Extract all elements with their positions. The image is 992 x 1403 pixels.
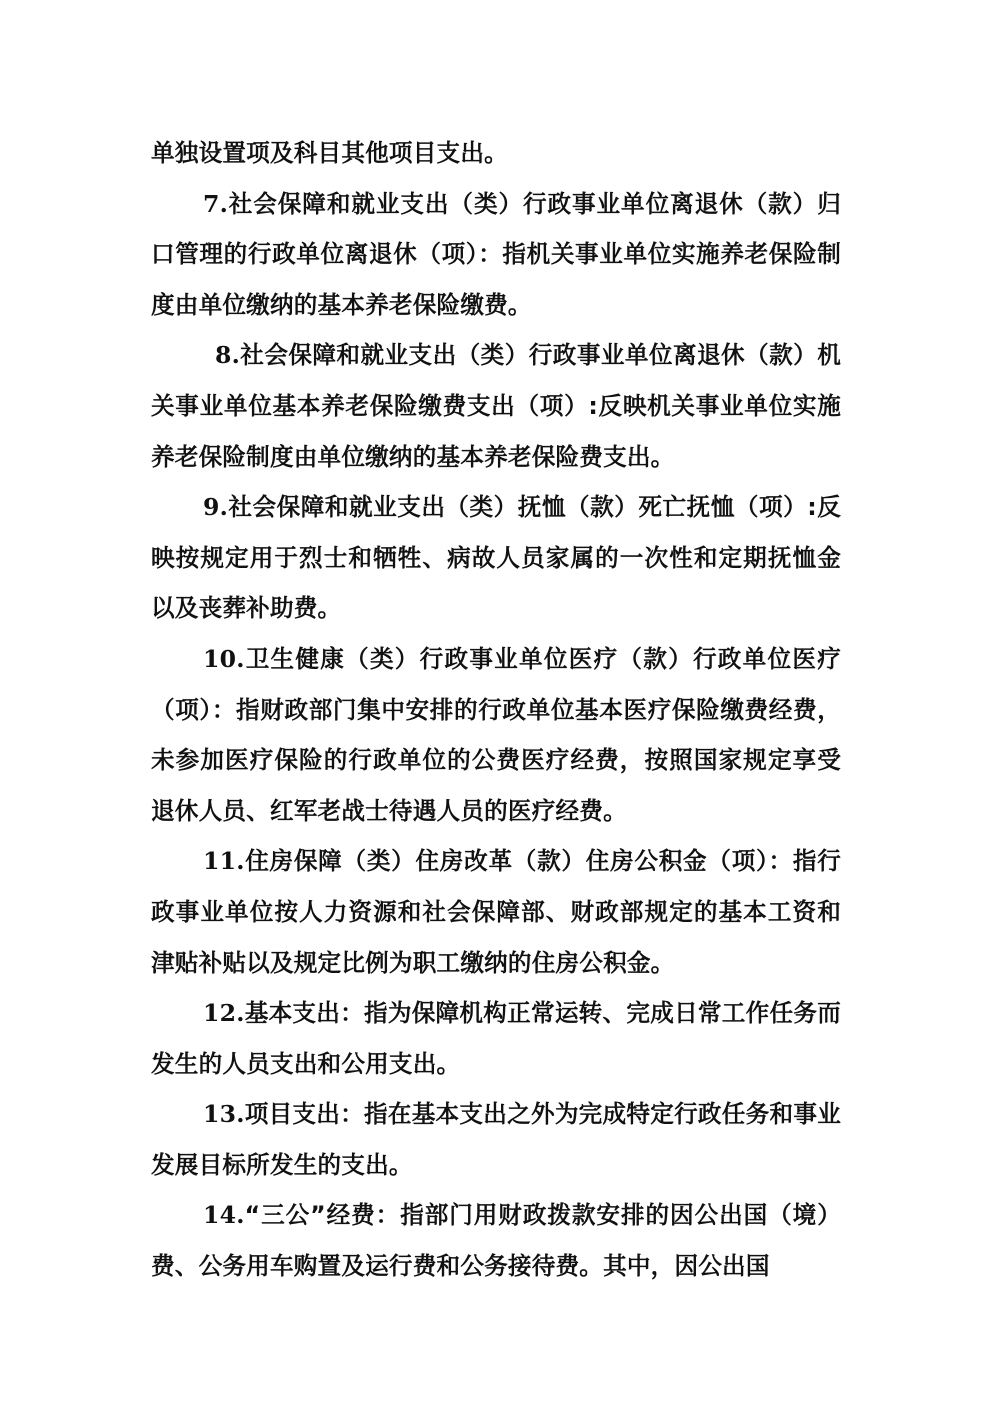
paragraph-text: 社会保障和就业支出（类）行政事业单位离退休（款）机关事业单位基本养老保险缴费支出（项）:反映机关事业单位实施养老保险制度由单位缴纳的基本养老保险费支出。: [151, 341, 841, 471]
paragraph-text: 项目支出：指在基本支出之外为完成特定行政任务和事业发展目标所发生的支出。: [151, 1100, 841, 1179]
item-number: 12.: [203, 999, 245, 1028]
item-number: 11.: [203, 847, 245, 876]
paragraph-item-12: [151, 988, 841, 1089]
paragraph-item-10: [151, 634, 841, 836]
paragraph-item-7: [151, 179, 841, 331]
paragraph-text: 社会保障和就业支出（类）行政事业单位离退休（款）归口管理的行政单位离退休（项）：指机关事业单位实施养老保险制度由单位缴纳的基本养老保险缴费。: [151, 189, 841, 319]
paragraph-text: 住房保障（类）住房改革（款）住房公积金（项）：指行政事业单位按人力资源和社会保障部、财政部规定的基本工资和津贴补贴以及规定比例为职工缴纳的住房公积金。: [151, 847, 841, 977]
paragraph-item-13: [151, 1089, 841, 1190]
item-number: 14.: [203, 1201, 245, 1230]
item-number: 10.: [203, 644, 245, 673]
item-number: 9.: [203, 493, 229, 522]
item-number: 8.: [215, 341, 241, 370]
paragraph-text: 社会保障和就业支出（类）抚恤（款）死亡抚恤（项）:反映按规定用于烈士和牺牲、病故人员家属的一次性和定期抚恤金以及丧葬补助费。: [151, 493, 841, 623]
paragraph-item-14: [151, 1190, 841, 1291]
document-body: [151, 128, 841, 1292]
item-number: 13.: [203, 1100, 245, 1129]
paragraph-continuation: [151, 128, 841, 179]
paragraph-text: 卫生健康（类）行政事业单位医疗（款）行政单位医疗（项）：指财政部门集中安排的行政单位基本医疗保险缴费经费，未参加医疗保险的行政单位的公费医疗经费，按照国家规定享受退休人员、红军老战士待遇人员的医疗经费。: [151, 644, 841, 825]
paragraph-item-8: [151, 330, 841, 482]
paragraph-item-11: [151, 836, 841, 988]
item-number: 7.: [203, 189, 229, 218]
paragraph-text: “三公”经费：指部门用财政拨款安排的因公出国（境）费、公务用车购置及运行费和公务接待费。其中，因公出国: [151, 1201, 841, 1281]
paragraph-item-9: [151, 482, 841, 634]
paragraph-text: 基本支出：指为保障机构正常运转、完成日常工作任务而发生的人员支出和公用支出。: [151, 999, 841, 1078]
paragraph-text: 单独设置项及科目其他项目支出。: [151, 139, 508, 167]
